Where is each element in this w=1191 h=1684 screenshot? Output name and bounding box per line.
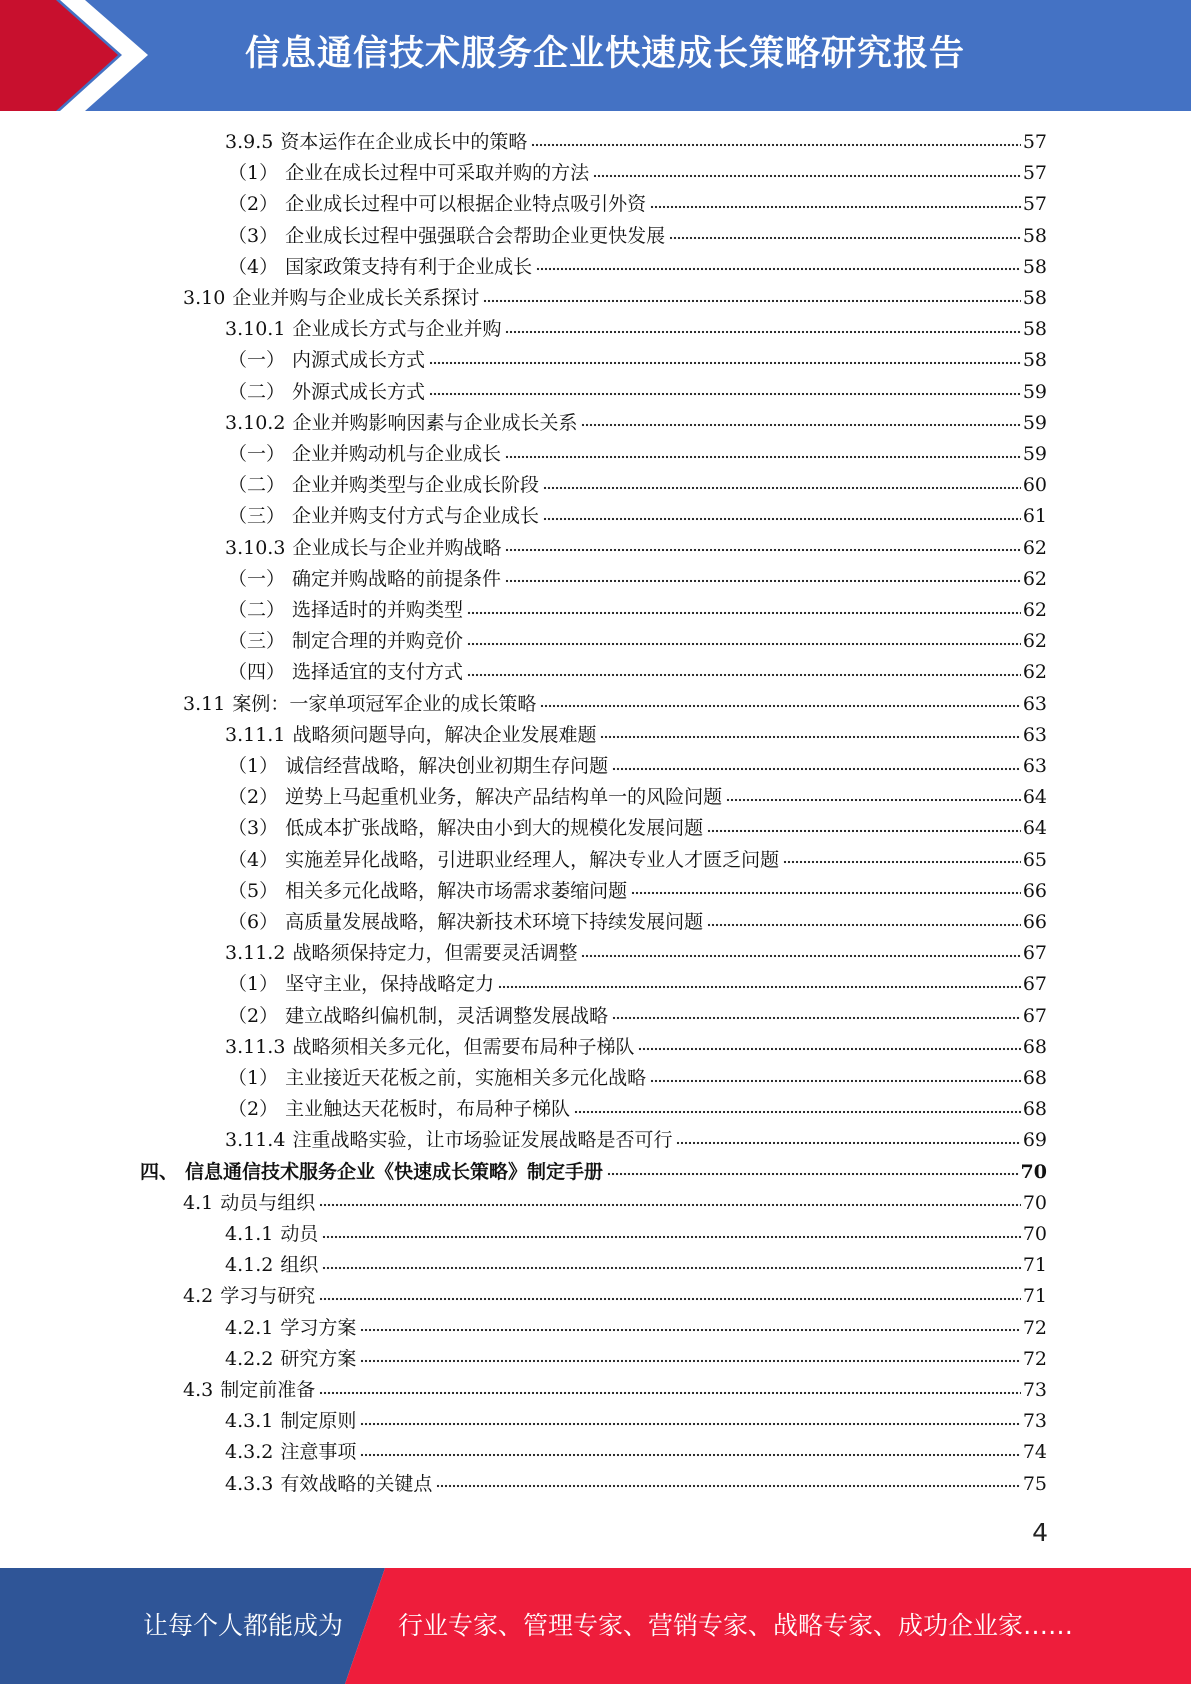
toc-entry-page: 62 [1022,599,1047,621]
toc-entry-title: 企业并购动机与企业成长 [292,443,502,465]
page-number: 4 [1032,1518,1048,1547]
toc-entry-label [228,158,589,189]
toc-entry-page: 61 [1022,505,1047,528]
toc-entry-title: 企业并购与企业成长关系探讨 [232,287,480,309]
toc-entry-label [225,1437,356,1468]
toc-entry-title: 企业并购影响因素与企业成长关系 [292,411,578,434]
toc-entry-label [228,845,779,876]
toc-entry-title: 选择适宜的支付方式 [292,661,464,684]
toc-entry[interactable] [225,1437,1047,1468]
toc-entry-label [228,221,665,252]
toc-entry-title: 战略须问题导向，解决企业发展难题 [292,723,597,746]
toc-entry[interactable] [225,1250,1047,1281]
toc-entry-label [228,626,463,657]
toc-entry[interactable] [228,377,1047,408]
page-header [0,0,1191,111]
toc-entry[interactable] [228,221,1047,252]
toc-entry-number: （2） [228,1098,279,1121]
toc-leader-dots [467,640,1021,647]
toc-entry-label [225,314,501,345]
toc-entry-page: 70 [1022,1223,1047,1245]
toc-entry-title: 企业并购类型与企业成长阶段 [292,474,540,497]
toc-leader-dots [543,484,1021,491]
toc-entry-label [140,1157,603,1188]
toc-entry-number: 4.3.3 [225,1472,274,1495]
toc-entry-number: （5） [228,879,279,902]
toc-entry-number: （4） [228,255,279,278]
toc-entry[interactable] [225,938,1047,969]
toc-entry-label [228,345,425,376]
toc-entry-title: 动员 [280,1223,319,1245]
toc-entry-label [228,564,501,595]
toc-leader-dots [467,609,1021,616]
toc-leader-dots [505,578,1021,585]
toc-entry-label [228,813,703,844]
toc-entry-title: 战略须保持定力，但需要灵活调整 [292,942,578,965]
toc-entry-number: （二） [228,380,286,403]
toc-entry-label [225,1032,634,1063]
toc-entry-title: 企业在成长过程中可采取并购的方法 [285,162,590,185]
toc-entry-page: 58 [1022,287,1047,309]
toc-entry-page: 62 [1022,567,1047,590]
toc-entry-number: 3.10.3 [225,536,286,559]
toc-entry-page: 62 [1022,630,1047,653]
toc-entry-page: 68 [1022,1035,1047,1058]
toc-leader-dots [429,391,1021,398]
toc-entry-page: 66 [1022,879,1047,902]
toc-entry-number: （1） [228,973,279,996]
toc-entry[interactable] [228,1063,1047,1094]
toc-entry-page: 72 [1022,1316,1047,1339]
toc-entry-title: 相关多元化战略，解决市场需求萎缩问题 [285,879,628,902]
toc-entry-page: 65 [1022,848,1047,871]
toc-entry[interactable] [228,969,1047,1000]
toc-entry-number: （二） [228,474,286,497]
toc-entry-page: 58 [1022,318,1047,341]
toc-entry-label [225,408,577,439]
toc-leader-dots [429,359,1021,366]
toc-leader-dots [322,1233,1020,1240]
toc-entry-number: （2） [228,1004,279,1027]
toc-entry-label [228,595,463,626]
toc-entry-label [228,1001,608,1032]
toc-entry-page: 67 [1022,942,1047,965]
toc-leader-dots [631,890,1021,897]
toc-entry-page: 70 [1020,1160,1047,1183]
toc-leader-dots [540,703,1020,710]
toc-entry-label [228,907,703,938]
toc-entry[interactable] [228,189,1047,220]
toc-entry-label [183,1188,315,1219]
toc-entry-page: 58 [1022,349,1047,372]
toc-leader-dots [467,671,1021,678]
toc-entry-label [225,1250,318,1281]
toc-entry-number: （四） [228,661,286,684]
toc-entry-number: 3.11.3 [225,1035,286,1058]
toc-entry-number: 4.2.1 [225,1316,274,1339]
toc-entry-title: 外源式成长方式 [292,380,426,403]
toc-leader-dots [669,235,1021,242]
toc-entry-page: 67 [1022,973,1047,996]
toc-entry-label [183,283,479,314]
toc-leader-dots [531,141,1020,148]
toc-leader-dots [676,1139,1020,1146]
toc-entry-title: 制定原则 [280,1410,357,1433]
toc-entry-number: 3.11.2 [225,942,286,965]
toc-leader-dots [638,1046,1020,1053]
toc-entry-label [225,533,501,564]
toc-entry-number: （1） [228,162,279,185]
toc-entry[interactable] [228,813,1047,844]
report-title: 信息通信技术服务企业快速成长策略研究报告 [245,34,966,74]
toc-entry[interactable] [228,439,1047,470]
toc-leader-dots [360,1327,1020,1334]
toc-entry-title: 战略须相关多元化，但需要布局种子梯队 [292,1035,635,1058]
toc-entry-number: （6） [228,911,279,933]
toc-entry-page: 75 [1022,1472,1047,1495]
toc-entry[interactable] [228,751,1047,782]
toc-leader-dots [360,1420,1020,1427]
toc-entry-number: 四、 [140,1160,179,1183]
toc-entry-page: 60 [1022,474,1047,497]
toc-entry[interactable] [225,1313,1047,1344]
toc-entry-page: 58 [1022,224,1047,247]
toc-entry-title: 逆势上马起重机业务，解决产品结构单一的风险问题 [285,786,723,809]
toc-entry-title: 坚守主业，保持战略定力 [285,973,495,996]
toc-entry[interactable] [228,1094,1047,1125]
toc-entry-title: 实施差异化战略，引进职业经理人，解决专业人才匮乏问题 [285,848,780,871]
toc-leader-dots [574,1108,1021,1115]
toc-entry-title: 企业成长方式与企业并购 [292,318,502,341]
toc-entry[interactable] [225,1344,1047,1375]
toc-entry-title: 学习与研究 [220,1285,316,1308]
toc-entry[interactable] [228,1001,1047,1032]
toc-entry-page: 62 [1022,661,1047,684]
toc-entry-label [228,470,539,501]
toc-entry-title: 学习方案 [280,1316,357,1339]
toc-entry-number: 3.11 [183,692,226,715]
toc-entry-number: 4.3.1 [225,1410,274,1433]
toc-leader-dots [319,1295,1021,1302]
toc-entry[interactable] [140,1157,1047,1188]
toc-entry-label [183,1375,315,1406]
toc-entry-title: 动员与组织 [220,1191,316,1214]
toc-leader-dots [319,1202,1021,1209]
toc-entry-page: 68 [1022,1067,1047,1089]
toc-entry-label [225,720,596,751]
toc-entry-number: （1） [228,1067,279,1089]
toc-entry-page: 73 [1022,1379,1047,1401]
toc-entry-page: 59 [1022,411,1047,434]
footer-slogan-right: 行业专家、管理专家、营销专家、战略专家、成功企业家…… [398,1611,1074,1640]
toc-entry-number: 3.10.1 [225,318,286,341]
toc-leader-dots [726,796,1021,803]
toc-entry[interactable] [183,1281,1047,1312]
toc-entry-number: 4.2 [183,1285,214,1308]
toc-entry-title: 资本运作在企业成长中的策略 [280,131,528,153]
toc-entry-page: 72 [1022,1347,1047,1370]
toc-entry-label [228,501,539,532]
toc-entry-title: 内源式成长方式 [292,349,426,372]
toc-entry-page: 70 [1022,1191,1047,1214]
toc-leader-dots [505,453,1021,460]
toc-leader-dots [360,1358,1020,1365]
toc-entry[interactable] [228,564,1047,595]
toc-entry-page: 64 [1022,786,1047,809]
toc-entry[interactable] [228,626,1047,657]
toc-entry-page: 66 [1022,911,1047,933]
toc-entry-label [228,377,425,408]
toc-entry-label [225,938,577,969]
toc-entry-title: 企业成长过程中强强联合会帮助企业更快发展 [285,224,666,247]
footer-slogan-left: 让每个人都能成为 [143,1611,344,1640]
toc-leader-dots [707,827,1021,834]
toc-entry[interactable] [225,1219,1047,1250]
toc-entry-page: 57 [1022,131,1047,153]
toc-entry-page: 63 [1022,755,1047,777]
toc-entry-number: 4.2.2 [225,1347,274,1370]
toc-entry-page: 71 [1022,1285,1047,1308]
toc-entry-number: （一） [228,349,286,372]
toc-entry-label [225,1344,356,1375]
toc-entry[interactable] [183,1188,1047,1219]
toc-entry-page: 73 [1022,1410,1047,1433]
toc-entry-title: 企业成长过程中可以根据企业特点吸引外资 [285,193,647,216]
toc-entry-page: 68 [1022,1098,1047,1121]
toc-entry-number: （2） [228,193,279,216]
toc-entry-title: 主业接近天花板之前，实施相关多元化战略 [285,1067,647,1089]
toc-entry[interactable] [228,876,1047,907]
toc-entry-number: 3.11.1 [225,723,286,746]
toc-entry-title: 高质量发展战略，解决新技术环境下持续发展问题 [285,911,704,933]
toc-entry-title: 案例：一家单项冠军企业的成长策略 [232,692,537,715]
toc-entry-number: （3） [228,224,279,247]
toc-leader-dots [600,734,1020,741]
toc-entry-title: 确定并购战略的前提条件 [292,567,502,590]
toc-entry-label [228,439,501,470]
toc-entry-title: 低成本扩张战略，解决由小到大的规模化发展问题 [285,817,704,840]
toc-entry-page: 67 [1022,1004,1047,1027]
toc-entry-title: 有效战略的关键点 [280,1472,433,1495]
toc-entry-number: （二） [228,599,286,621]
toc-entry-label [225,1219,318,1250]
toc-entry-number: 3.11.4 [225,1129,286,1152]
toc-entry-title: 建立战略纠偏机制，灵活调整发展战略 [285,1004,609,1027]
toc-entry[interactable] [225,1469,1047,1500]
toc-entry[interactable] [228,501,1047,532]
toc-entry-number: 3.10 [183,287,226,309]
toc-leader-dots [498,983,1021,990]
toc-entry[interactable] [225,533,1047,564]
toc-entry-label [183,1281,315,1312]
toc-entry-page: 74 [1022,1441,1047,1464]
toc-entry-label [228,252,532,283]
toc-entry-number: 4.1 [183,1191,214,1214]
toc-entry-title: 主业触达天花板时，布局种子梯队 [285,1098,571,1121]
toc-leader-dots [483,297,1020,304]
toc-leader-dots [650,203,1021,210]
toc-leader-dots [360,1451,1020,1458]
toc-leader-dots [436,1483,1020,1490]
toc-leader-dots [536,266,1021,273]
toc-entry-number: （一） [228,443,286,465]
toc-entry[interactable] [228,158,1047,189]
toc-entry[interactable] [183,1375,1047,1406]
toc-entry[interactable] [228,345,1047,376]
toc-leader-dots [607,1171,1019,1178]
toc-entry[interactable] [225,127,1047,158]
page-footer [0,1568,1191,1684]
toc-entry[interactable] [228,907,1047,938]
toc-entry-title: 注意事项 [280,1441,357,1464]
toc-entry[interactable] [225,314,1047,345]
toc-entry[interactable] [225,1032,1047,1063]
toc-entry-title: 制定合理的并购竞价 [292,630,464,653]
toc-leader-dots [783,859,1021,866]
toc-entry-page: 63 [1022,692,1047,715]
toc-entry-number: （3） [228,817,279,840]
toc-entry-number: 3.10.2 [225,411,286,434]
toc-entry[interactable] [225,1406,1047,1437]
toc-entry-page: 58 [1022,255,1047,278]
toc-entry-page: 64 [1022,817,1047,840]
toc-entry[interactable] [228,845,1047,876]
toc-entry-title: 注重战略实验，让市场验证发展战略是否可行 [292,1129,673,1152]
toc-entry-number: （4） [228,848,279,871]
toc-entry-page: 71 [1022,1254,1047,1277]
toc-entry-label [183,689,536,720]
toc-entry-label [228,1063,646,1094]
toc-entry-number: （1） [228,755,279,777]
toc-entry-title: 研究方案 [280,1347,357,1370]
toc-entry-page: 57 [1022,193,1047,216]
toc-entry-page: 63 [1022,723,1047,746]
toc-entry-number: 3.9.5 [225,131,274,153]
toc-entry-number: 4.1.1 [225,1223,274,1245]
toc-entry[interactable] [183,283,1047,314]
toc-leader-dots [319,1389,1021,1396]
toc-entry-page: 57 [1022,162,1047,185]
toc-entry-title: 企业成长与企业并购战略 [292,536,502,559]
toc-entry-label [228,657,463,688]
toc-leader-dots [612,765,1021,772]
toc-entry-number: 4.3.2 [225,1441,274,1464]
toc-entry-number: 4.3 [183,1379,214,1401]
toc-leader-dots [593,172,1021,179]
toc-entry-label [228,1094,570,1125]
toc-entry-label [225,1125,672,1156]
toc-leader-dots [581,422,1020,429]
toc-entry-title: 制定前准备 [220,1379,316,1401]
toc-entry-label [228,751,608,782]
toc-leader-dots [581,952,1020,959]
toc-entry-title: 企业并购支付方式与企业成长 [292,505,540,528]
toc-leader-dots [707,921,1021,928]
toc-entry-label [225,1406,356,1437]
toc-entry-label [225,127,527,158]
toc-entry[interactable] [228,657,1047,688]
toc-leader-dots [650,1077,1021,1084]
toc-entry-title: 信息通信技术服务企业《快速成长策略》制定手册 [185,1160,604,1183]
toc-entry-label [228,969,494,1000]
toc-entry-title: 诚信经营战略，解决创业初期生存问题 [285,755,609,777]
toc-entry[interactable] [228,252,1047,283]
toc-entry-number: 4.1.2 [225,1254,274,1277]
toc-entry-number: （2） [228,786,279,809]
toc-entry-label [228,876,627,907]
toc-entry[interactable] [225,720,1047,751]
toc-entry-title: 选择适时的并购类型 [292,599,464,621]
toc-leader-dots [543,515,1021,522]
toc-entry-label [225,1469,432,1500]
toc-entry-title: 国家政策支持有利于企业成长 [285,255,533,278]
toc-entry-page: 62 [1022,536,1047,559]
toc-entry[interactable] [183,689,1047,720]
toc-entry[interactable] [228,470,1047,501]
toc-entry-page: 59 [1022,443,1047,465]
toc-entry[interactable] [225,408,1047,439]
toc-entry[interactable] [225,1125,1047,1156]
toc-entry-title: 组织 [280,1254,319,1277]
toc-entry-label [225,1313,356,1344]
toc-entry-label [228,189,646,220]
toc-leader-dots [322,1264,1020,1271]
toc-leader-dots [505,328,1020,335]
toc-entry-page: 59 [1022,380,1047,403]
toc-entry-number: （三） [228,630,286,653]
toc-entry-number: （一） [228,567,286,590]
toc-entry-label [228,782,722,813]
toc-entry[interactable] [228,595,1047,626]
toc-entry-number: （三） [228,505,286,528]
toc-entry[interactable] [228,782,1047,813]
toc-leader-dots [612,1015,1021,1022]
toc-leader-dots [505,547,1020,554]
toc-entry-page: 69 [1022,1129,1047,1152]
